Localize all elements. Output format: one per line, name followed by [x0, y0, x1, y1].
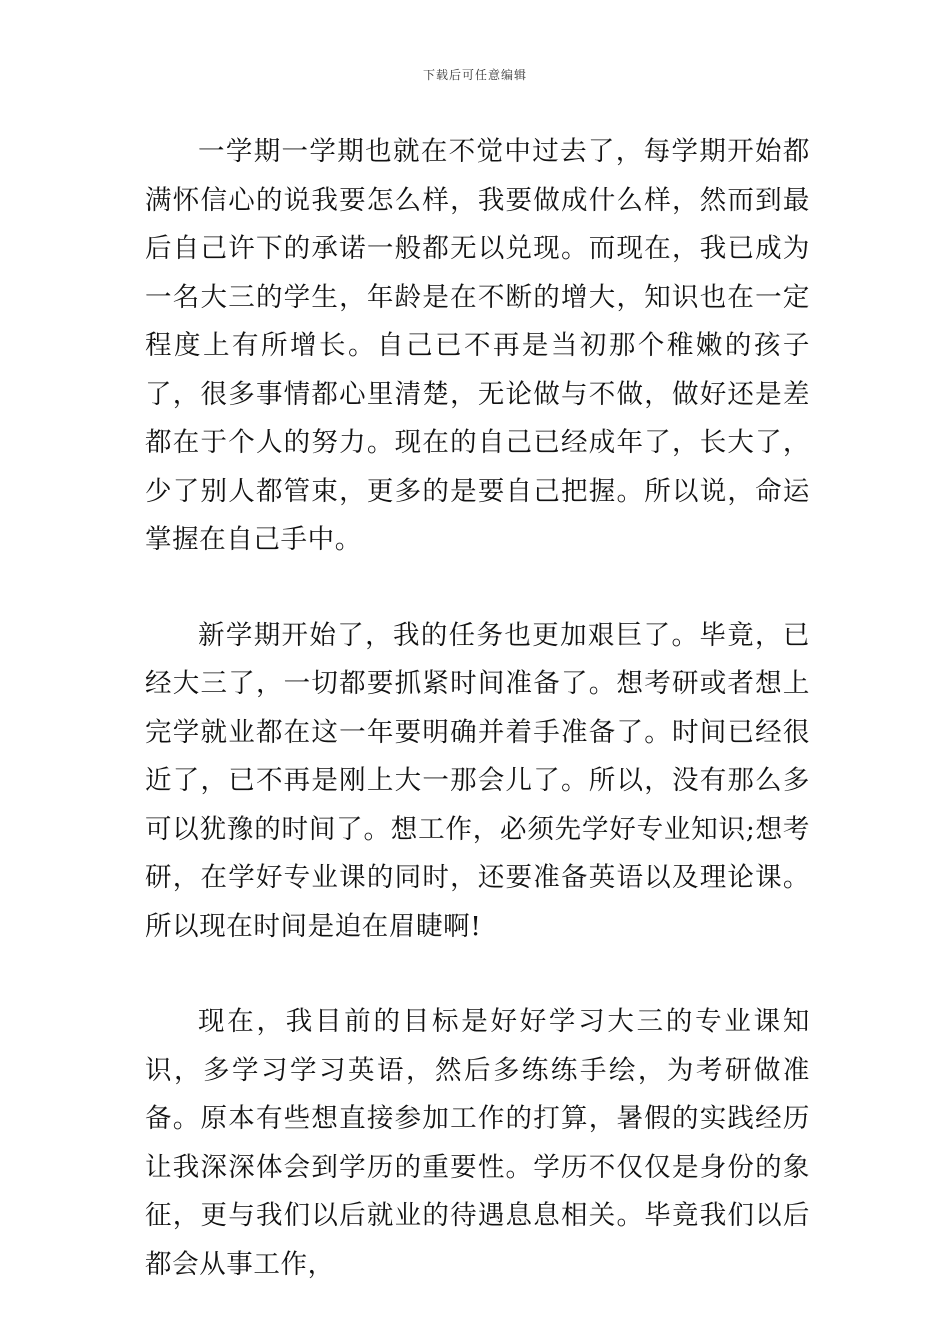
paragraph-3: 现在，我目前的目标是好好学习大三的专业课知识，多学习学习英语，然后多练练手绘，为考研做准备。原本有些想直接参加工作的打算，暑假的实践经历让我深深体会到学历的重要性。学历不仅仅是身份的象征，更与我们以后就业的待遇息息相关。毕竟我们以后都会从事工作，: [145, 1006, 810, 1280]
paragraph-1: 一学期一学期也就在不觉中过去了，每学期开始都满怀信心的说我要怎么样，我要做成什么样，然而到最后自己许下的承诺一般都无以兑现。而现在，我已成为一名大三的学生，年龄是在不断的增大，知识也在一定程度上有所增长。自己已不再是当初那个稚嫩的孩子了，很多事情都心里清楚，无论做与不做，做好还是差都在于个人的努力。现在的自己已经成年了，长大了，少了别人都管束，更多的是要自己把握。所以说，命运掌握在自己手中。: [145, 136, 810, 555]
document-body: [145, 128, 810, 1289]
paragraph-2: 新学期开始了，我的任务也更加艰巨了。毕竟，已经大三了，一切都要抓紧时间准备了。想考研或者想上完学就业都在这一年要明确并着手准备了。时间已经很近了，已不再是刚上大一那会儿了。所以，没有那么多可以犹豫的时间了。想工作，必须先学好专业知识;想考研，在学好专业课的同时，还要准备英语以及理论课。所以现在时间是迫在眉睫啊!: [145, 619, 810, 942]
header-note: 下载后可任意编辑: [422, 68, 527, 82]
